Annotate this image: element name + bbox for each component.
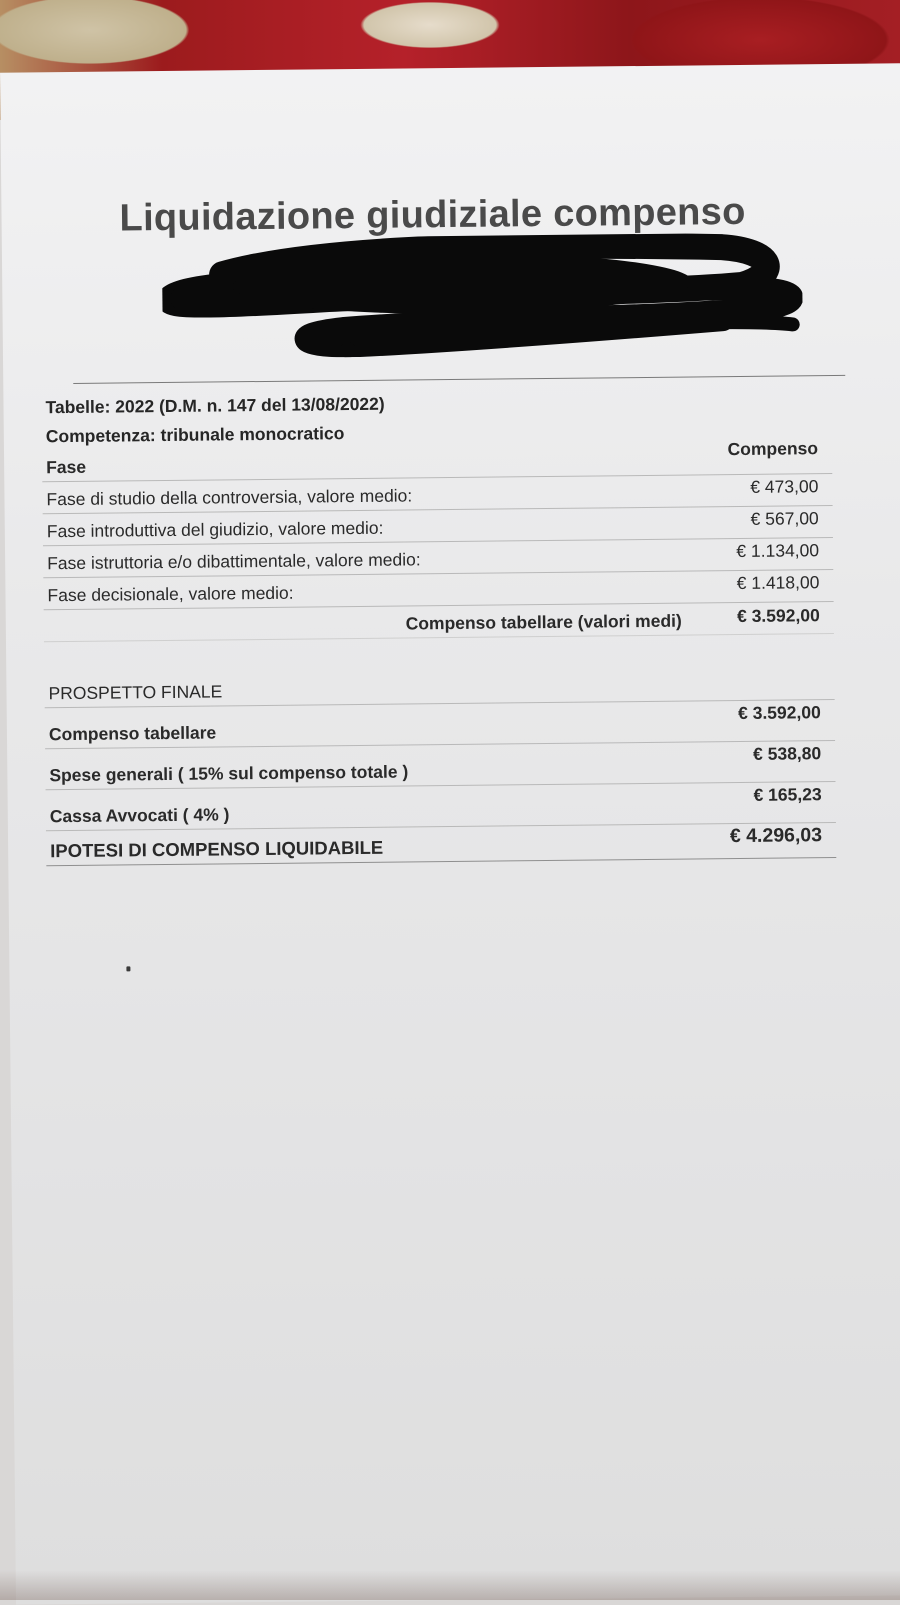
- compenso-total-row: [44, 602, 834, 642]
- fase-label: Fase di studio della controversia, valore medio:: [46, 485, 413, 510]
- document-page: [0, 63, 900, 1604]
- competenza: Competenza: tribunale monocratico: [45, 423, 345, 447]
- prospetto-label: Compenso tabellare: [48, 722, 217, 745]
- bottom-shadow: [0, 1570, 900, 1600]
- prospetto-table: [44, 668, 836, 866]
- final-total-label: IPOTESI DI COMPENSO LIQUIDABILE: [50, 836, 384, 862]
- header-compenso: Compenso: [727, 438, 819, 460]
- fase-label: Fase introduttiva del giudizio, valore medio:: [46, 517, 384, 542]
- fase-label: Fase istruttoria e/o dibattimentale, valore medio:: [47, 549, 421, 574]
- compenso-total-amount: € 3.592,00: [736, 605, 820, 627]
- final-total-row: [46, 823, 836, 866]
- redacted-area: [162, 232, 803, 359]
- fase-label: Fase decisionale, valore medio:: [47, 582, 294, 606]
- prospetto-amount: € 538,80: [752, 743, 822, 764]
- fase-amount: € 1.134,00: [736, 540, 820, 562]
- fase-amount: € 473,00: [750, 476, 819, 497]
- prospetto-heading: PROSPETTO FINALE: [48, 681, 223, 704]
- prospetto-amount: € 165,23: [753, 784, 822, 805]
- header-fase: Fase: [46, 456, 87, 478]
- prospetto-amount: € 3.592,00: [737, 702, 821, 724]
- prospetto-label: Cassa Avvocati ( 4% ): [49, 804, 230, 827]
- paper-speck: [126, 966, 130, 971]
- fase-amount: € 1.418,00: [736, 572, 820, 594]
- tabelle-reference: Tabelle: 2022 (D.M. n. 147 del 13/08/2022): [45, 393, 385, 418]
- compenso-total-label: Compenso tabellare (valori medi): [405, 610, 682, 634]
- final-total-amount: € 4.296,03: [729, 824, 823, 848]
- fase-amount: € 567,00: [750, 508, 819, 529]
- header-divider: [73, 375, 845, 384]
- prospetto-label: Spese generali ( 15% sul compenso totale ): [49, 761, 409, 786]
- document-title: Liquidazione giudiziale compenso: [119, 190, 746, 240]
- fasi-table: [42, 438, 834, 642]
